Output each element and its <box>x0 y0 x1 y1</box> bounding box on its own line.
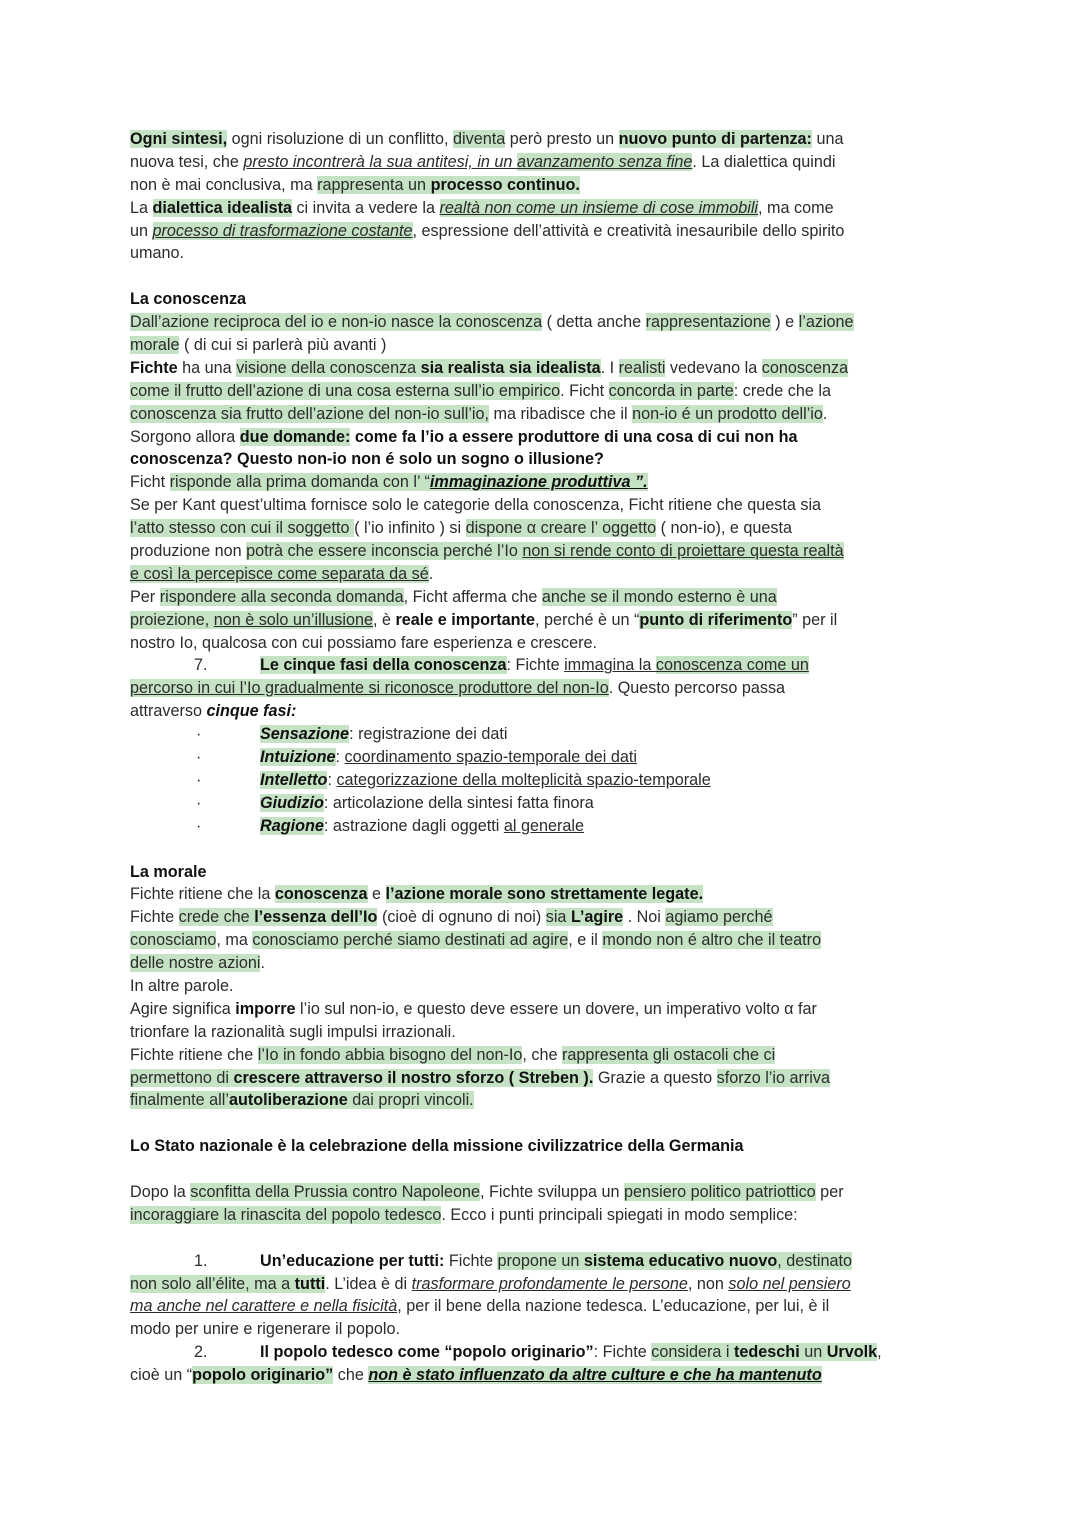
text-line: trionfare la razionalità sugli impulsi irrazionali. <box>130 1022 456 1041</box>
text-line: finalmente all’autoliberazione dai propri vincoli. <box>130 1091 474 1110</box>
text-line: Fichte ritiene che la conoscenza e l’azione morale sono strettamente legate. <box>130 885 704 904</box>
text-line: non solo all’élite, ma a tutti. L’idea è di trasformare profondamente le persone, non solo nel pensiero <box>130 1274 851 1293</box>
section-heading-morale: La morale <box>130 862 207 881</box>
text-line: non è mai conclusiva, ma rappresenta un processo continuo. <box>130 175 580 194</box>
text-line: In altre parole. <box>130 976 234 995</box>
text-line: conoscenza sia frutto dell’azione del non-io sull’io, ma ribadisce che il non-io é un prodotto dell’io. <box>130 404 828 423</box>
text-line: Fichte ritiene che l’Io in fondo abbia bisogno del non-Io, che rappresenta gli ostacoli che ci <box>130 1045 776 1064</box>
text-line: Agire significa imporre l’io sul non-io, e questo deve essere un dovere, un imperativo volto α far <box>130 999 817 1018</box>
text-line: Dopo la sconfitta della Prussia contro Napoleone, Fichte sviluppa un pensiero politico patriottico per <box>130 1182 844 1201</box>
text-line: nuova tesi, che presto incontrerà la sua antitesi, in un avanzamento senza fine. La dialettica quindi <box>130 152 836 171</box>
text-line: Ficht risponde alla prima domanda con l’ “immaginazione produttiva ”. <box>130 473 648 492</box>
text-line: proiezione, non è solo un’illusione, è reale e importante, perché è un “punto di riferimento” per il <box>130 610 838 629</box>
list-item: · Giudizio: articolazione della sintesi fatta finora <box>196 793 594 812</box>
text-line: percorso in cui l’Io gradualmente si riconosce produttore del non-Io. Questo percorso passa <box>130 679 786 698</box>
numbered-item-7: 7. Le cinque fasi della conoscenza: Fichte immagina la conoscenza come un <box>194 656 809 675</box>
numbered-item-2: 2. Il popolo tedesco come “popolo originario”: Fichte considera i tedeschi un Urvolk, <box>194 1343 882 1362</box>
list-item: · Intuizione: coordinamento spazio-temporale dei dati <box>196 748 637 767</box>
text-line: morale ( di cui si parlerà più avanti ) <box>130 336 387 355</box>
text-line: come il frutto dell’azione di una cosa esterna sull’io empirico. Ficht concorda in parte: crede che la <box>130 381 831 400</box>
document-page <box>130 128 955 1387</box>
text-line: attraverso cinque fasi: <box>130 702 297 721</box>
text-line: e così la percepisce come separata da sé. <box>130 564 434 583</box>
text-line: conoscenza? Questo non-io non é solo un sogno o illusione? <box>130 450 604 469</box>
text-line: umano. <box>130 244 184 263</box>
text-line: nostro Io, qualcosa con cui possiamo fare esperienza e crescere. <box>130 633 597 652</box>
text-line: Fichte crede che l’essenza dell’Io (cioè di ognuno di noi) sia L’agire . Noi agiamo perché <box>130 908 773 927</box>
list-item: · Ragione: astrazione dagli oggetti al generale <box>196 816 584 835</box>
text-line: La dialettica idealista ci invita a vedere la realtà non come un insieme di cose immobili, ma come <box>130 198 834 217</box>
text-line: produzione non potrà che essere inconscia perché l’Io non si rende conto di proiettare questa realtà <box>130 542 844 561</box>
text-line: ma anche nel carattere e nella fisicità, per il bene della nazione tedesca. L’educazione, per lui, è il <box>130 1297 830 1316</box>
numbered-item-1: 1. Un’educazione per tutti: Fichte propone un sistema educativo nuovo, destinato <box>194 1251 852 1270</box>
text-line: l’atto stesso con cui il soggetto ( l’io infinito ) si dispone α creare l’ oggetto ( non-io), e questa <box>130 519 793 538</box>
highlight: Ogni sintesi, <box>130 130 228 148</box>
list-item: · Intelletto: categorizzazione della molteplicità spazio-temporale <box>196 770 711 789</box>
list-item: · Sensazione: registrazione dei dati <box>196 725 508 744</box>
text-line: cioè un “popolo originario” che non è stato influenzato da altre culture e che ha mantenuto <box>130 1366 822 1385</box>
text-line: conosciamo, ma conosciamo perché siamo destinati ad agire, e il mondo non é altro che il teatro <box>130 931 822 950</box>
text-line: Dall’azione reciproca del io e non-io nasce la conoscenza ( detta anche rappresentazione ) e l’azione <box>130 313 854 332</box>
section-heading-conoscenza: La conoscenza <box>130 290 247 309</box>
text-line: Ogni sintesi, ogni risoluzione di un conflitto, diventa però presto un nuovo punto di partenza: una <box>130 130 844 148</box>
text-line: Se per Kant quest’ultima fornisce solo le categorie della conoscenza, Ficht ritiene che questa sia <box>130 496 822 515</box>
text-line: Fichte ha una visione della conoscenza sia realista sia idealista. I realisti vedevano la conoscenza <box>130 358 849 377</box>
text-line: delle nostre azioni. <box>130 954 265 973</box>
text-line: permettono di crescere attraverso il nostro sforzo ( Streben ). Grazie a questo sforzo l’io arriva <box>130 1068 830 1087</box>
text-line: Sorgono allora due domande: come fa l’io a essere produttore di una cosa di cui non ha <box>130 427 798 446</box>
section-heading-stato: Lo Stato nazionale è la celebrazione della missione civilizzatrice della Germania <box>130 1137 744 1156</box>
text-line: modo per unire e rigenerare il popolo. <box>130 1320 400 1339</box>
text-line: Per rispondere alla seconda domanda, Ficht afferma che anche se il mondo esterno è una <box>130 587 777 606</box>
text-line: un processo di trasformazione costante, espressione dell’attività e creatività inesauribile dello spirito <box>130 221 845 240</box>
text-line: incoraggiare la rinascita del popolo tedesco. Ecco i punti principali spiegati in modo semplice: <box>130 1205 798 1224</box>
